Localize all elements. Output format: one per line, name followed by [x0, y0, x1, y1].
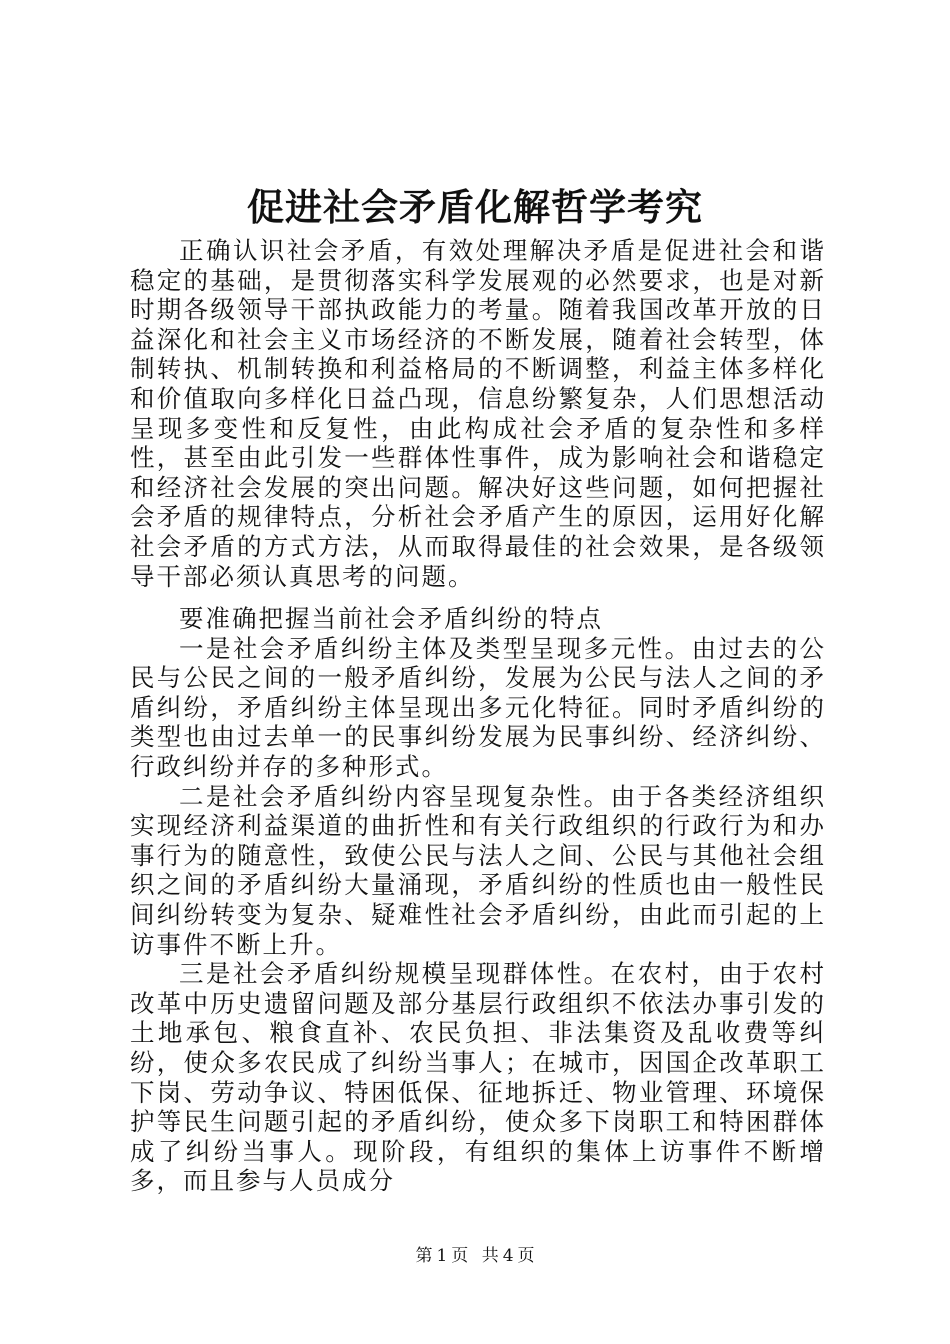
- page-total: [480, 1246, 537, 1266]
- current-page: 1: [436, 1246, 448, 1266]
- page-prefix: 第: [415, 1246, 433, 1266]
- page-unit: 页: [451, 1246, 469, 1266]
- section-heading: 要准确把握当前社会矛盾纠纷的特点: [179, 604, 603, 633]
- page-number: [413, 1246, 470, 1266]
- intro-paragraph: 正确认识社会矛盾，有效处理解决矛盾是促进社会和谐稳定的基础，是贯彻落实科学发展观的必然要求，也是对新时期各级领导干部执政能力的考量。随着我国改革开放的日益深化和社会主义市场经济的不断发展，随着社会转型，体制转执、机制转换和利益格局的不断调整，利益主体多样化和价值取向多样化日益凸现，信息纷繁复杂，人们思想活动呈现多变性和反复性，由此构成社会矛盾的复杂性和多样性，甚至由此引发一些群体性事件，成为影响社会和谐稳定和经济社会发展的突出问题。解决好这些问题，如何把握社会矛盾的规律特点，分析社会矛盾产生的原因，运用好化解社会矛盾的方式方法，从而取得最佳的社会效果，是各级领导干部必须认真思考的问题。: [130, 236, 826, 591]
- document-title: 促进社会矛盾化解哲学考究: [247, 186, 703, 229]
- characteristics-section: [130, 604, 826, 1196]
- body-paragraph: 三是社会矛盾纠纷规模呈现群体性。在农村，由于农村改革中历史遗留问题及部分基层行政组织不依法办事引发的土地承包、粮食直补、农民负担、非法集资及乱收费等纠纷，使众多农民成了纠纷当事人；在城市，因国企改革职工下岗、劳动争议、特困低保、征地拆迁、物业管理、环境保护等民生问题引起的矛盾纠纷，使众多下岗职工和特困群体成了纠纷当事人。现阶段，有组织的集体上访事件不断增多，而且参与人员成分: [130, 959, 826, 1196]
- intro-section: [130, 236, 826, 591]
- total-pages: 4: [502, 1246, 514, 1266]
- total-prefix: 共: [481, 1246, 499, 1266]
- body-paragraph: 二是社会矛盾纠纷内容呈现复杂性。由于各类经济组织实现经济利益渠道的曲折性和有关行政组织的行政行为和办事行为的随意性，致使公民与法人之间、公民与其他社会组织之间的矛盾纠纷大量涌现，矛盾纠纷的性质也由一般性民间纠纷转变为复杂、疑难性社会矛盾纠纷，由此而引起的上访事件不断上升。: [130, 781, 826, 959]
- total-unit: 页: [517, 1246, 535, 1266]
- body-paragraph: 一是社会矛盾纠纷主体及类型呈现多元性。由过去的公民与公民之间的一般矛盾纠纷，发展为公民与法人之间的矛盾纠纷，矛盾纠纷主体呈现出多元化特征。同时矛盾纠纷的类型也由过去单一的民事纠纷发展为民事纠纷、经济纠纷、行政纠纷并存的多种形式。: [130, 633, 826, 781]
- page-footer: [0, 1245, 950, 1267]
